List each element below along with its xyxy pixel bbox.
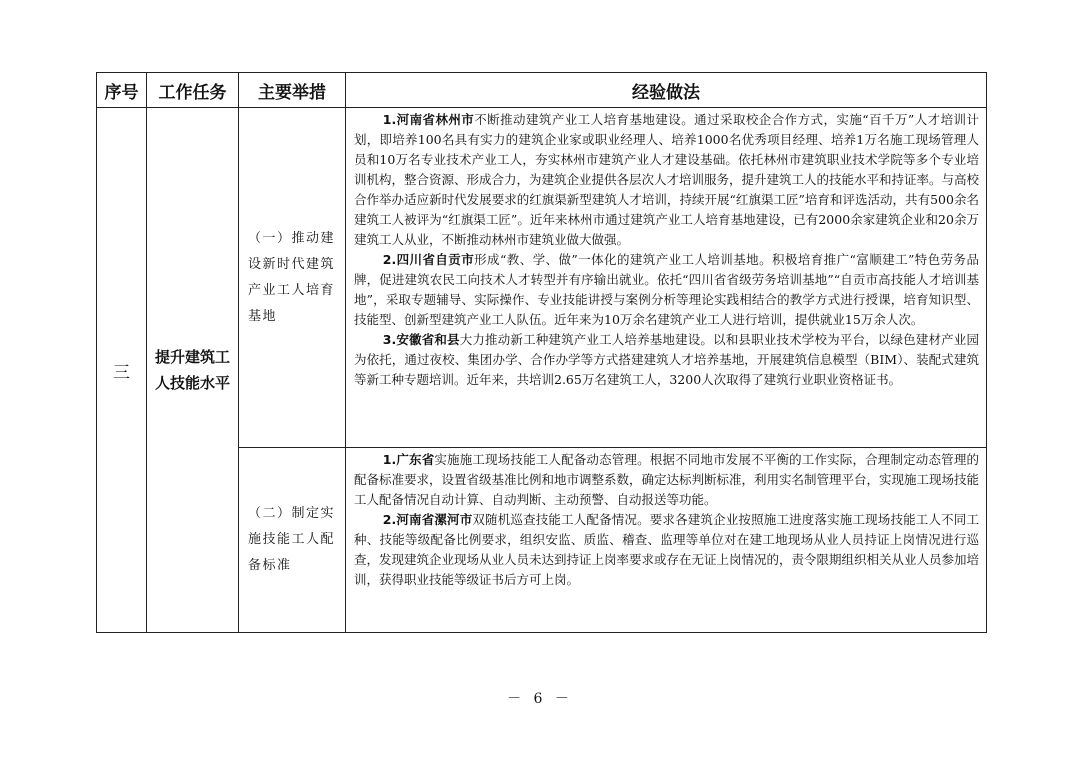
item-text: 不断推动建筑产业工人培育基地建设。通过采取校企合作方式，实施“百千万”人才培训计划，即培养100名具有实力的建筑企业家或职业经理人、培养1000名优秀项目经理、培养1万名施工现场管理人员和10万名专业技术产业工人，夯实林州市建筑产业人才建设基础。依托林州市建筑职业技术学院等多个专业培训机构，整合资源、形成合力，为建筑企业提供各层次人才培训服务，提升建筑工人的技能水平和持证率。与高校合作举办适应新时代发展要求的红旗渠新型建筑人才培训，持续开展“红旗渠工匠”培育和评选活动，共有500余名建筑工人被评为“红旗渠工匠”。近年来林州市通过建筑产业工人培育基地建设，已有2000余家建筑企业和20余万建筑工人从业，不断推动林州市建筑业做大做强。 bbox=[354, 112, 980, 247]
item-text: 大力推动新工种建筑产业工人培养基地建设。以和县职业技术学校为平台，以绿色建材产业园为依托，通过夜校、集团办学、合作办学等方式搭建建筑人才培养基地，开展建筑信息模型（BIM）、装配式建筑等新工种专题培训。近年来，共培训2.65万名建筑工人，3200人次取得了建筑行业职业资格证书。 bbox=[354, 332, 979, 387]
item-number: 3. bbox=[382, 332, 397, 347]
item-place: 四川省自贡市 bbox=[396, 252, 475, 267]
experience-cell-1 bbox=[346, 108, 987, 448]
experience-item bbox=[354, 330, 979, 390]
task-cell: 提升建筑工人技能水平 bbox=[147, 108, 239, 633]
page-number: － 6 － bbox=[507, 691, 573, 707]
item-place: 河南省漯河市 bbox=[396, 512, 473, 527]
item-place: 安徽省和县 bbox=[396, 332, 460, 347]
item-number: 1. bbox=[382, 452, 397, 467]
header-measure: 主要举措 bbox=[239, 73, 346, 108]
item-number: 2. bbox=[382, 512, 397, 527]
experience-item bbox=[354, 110, 979, 250]
experience-item bbox=[354, 510, 979, 590]
item-text: 形成“教、学、做”一体化的建筑产业工人培训基地。积极培育推广“富顺建工”特色劳务品牌，促进建筑农民工向技术人才转型并有序输出就业。依托“四川省省级劳务培训基地”“自贡市高技能人才培训基地”，采取专题辅导、实际操作、专业技能讲授与案例分析等理论实践相结合的教学方式进行授课，培育知识型、技能型、创新型建筑产业工人队伍。近年来为10万余名建筑产业工人进行培训，提供就业15万余人次。 bbox=[354, 252, 979, 327]
measure-cell-1: （一）推动建设新时代建筑产业工人培育基地 bbox=[239, 108, 346, 448]
experience-table bbox=[96, 72, 987, 633]
item-place: 广东省 bbox=[396, 452, 435, 467]
item-place: 河南省林州市 bbox=[396, 112, 475, 127]
measure-cell-2: （二）制定实施技能工人配备标准 bbox=[239, 448, 346, 633]
experience-item bbox=[354, 250, 979, 330]
item-text: 实施施工现场技能工人配备动态管理。根据不同地市发展不平衡的工作实际，合理制定动态管理的配备标准要求，设置省级基准比例和地市调整系数，确定达标判断标准，利用实名制管理平台，实现施工现场技能工人配备情况自动计算、自动判断、主动预警、自动报送等功能。 bbox=[354, 452, 980, 507]
item-number: 2. bbox=[382, 252, 397, 267]
table-row bbox=[97, 108, 987, 448]
table-header-row bbox=[97, 73, 987, 108]
experience-item bbox=[354, 450, 979, 510]
item-text: 双随机巡查技能工人配备情况。要求各建筑企业按照施工进度落实施工现场技能工人不同工种、技能等级配备比例要求，组织安监、质监、稽查、监理等单位对在建工地现场从业人员持证上岗情况进行巡查，发现建筑企业现场从业人员未达到持证上岗率要求或存在无证上岗情况的，责令限期组织相关从业人员参加培训，获得职业技能等级证书后方可上岗。 bbox=[354, 512, 980, 587]
header-experience: 经验做法 bbox=[346, 73, 987, 108]
seq-cell: 三 bbox=[97, 108, 147, 633]
header-task: 工作任务 bbox=[147, 73, 239, 108]
header-seq: 序号 bbox=[97, 73, 147, 108]
item-number: 1. bbox=[382, 112, 397, 127]
experience-cell-2 bbox=[346, 448, 987, 633]
